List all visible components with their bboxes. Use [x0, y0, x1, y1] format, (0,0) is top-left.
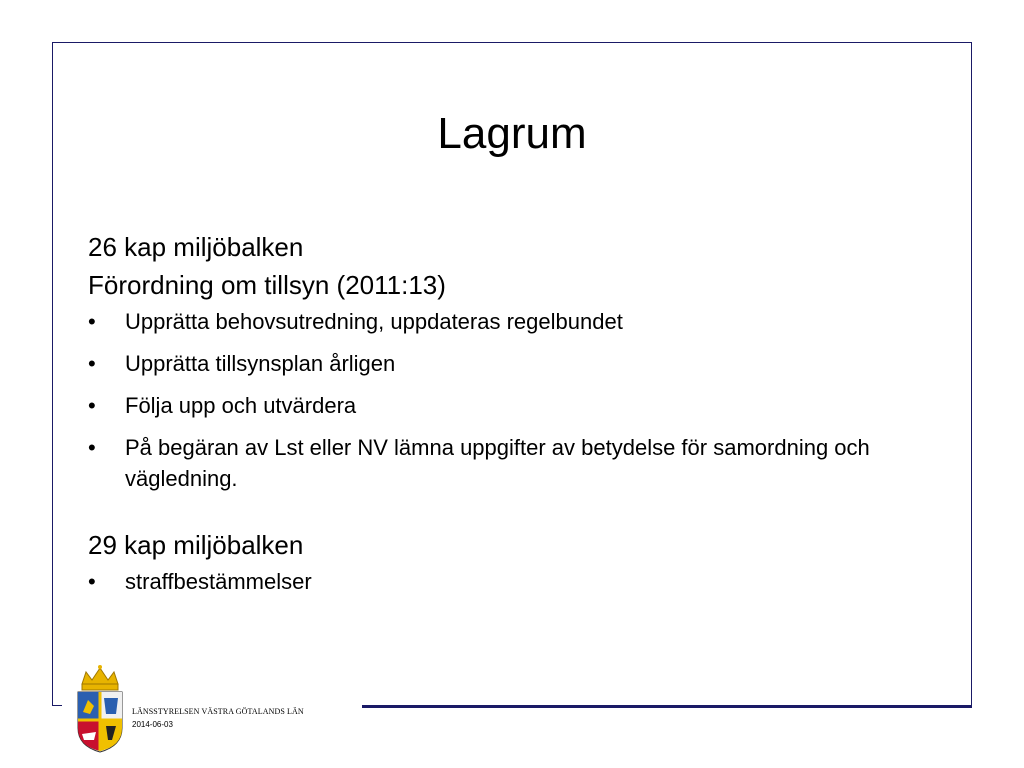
organization-name: LÄNSSTYRELSEN VÄSTRA GÖTALANDS LÄN — [132, 707, 304, 716]
straff-bullet-list — [88, 566, 908, 597]
footer-line — [362, 706, 972, 708]
section-heading-29-kap: 29 kap miljöbalken — [88, 530, 304, 560]
section-heading-26-kap: 26 kap miljöbalken — [88, 232, 304, 262]
bullet-item: • Upprätta tillsynsplan årligen — [88, 348, 908, 379]
section-heading-forordning: Förordning om tillsyn (2011:13) — [88, 270, 446, 300]
slide-date: 2014-06-03 — [132, 720, 173, 729]
bullet-item: • Följa upp och utvärdera — [88, 390, 908, 421]
coat-of-arms-icon — [72, 662, 128, 754]
slide-title: Lagrum — [437, 109, 587, 158]
bullet-item: • Upprätta behovsutredning, uppdateras regelbundet — [88, 306, 908, 337]
bullet-item: • straffbestämmelser — [88, 566, 908, 597]
bullet-item: • På begäran av Lst eller NV lämna uppgifter av betydelse för samordning och vägledning. — [88, 432, 908, 494]
forordning-bullet-list — [88, 306, 908, 494]
slide-content — [88, 230, 908, 608]
